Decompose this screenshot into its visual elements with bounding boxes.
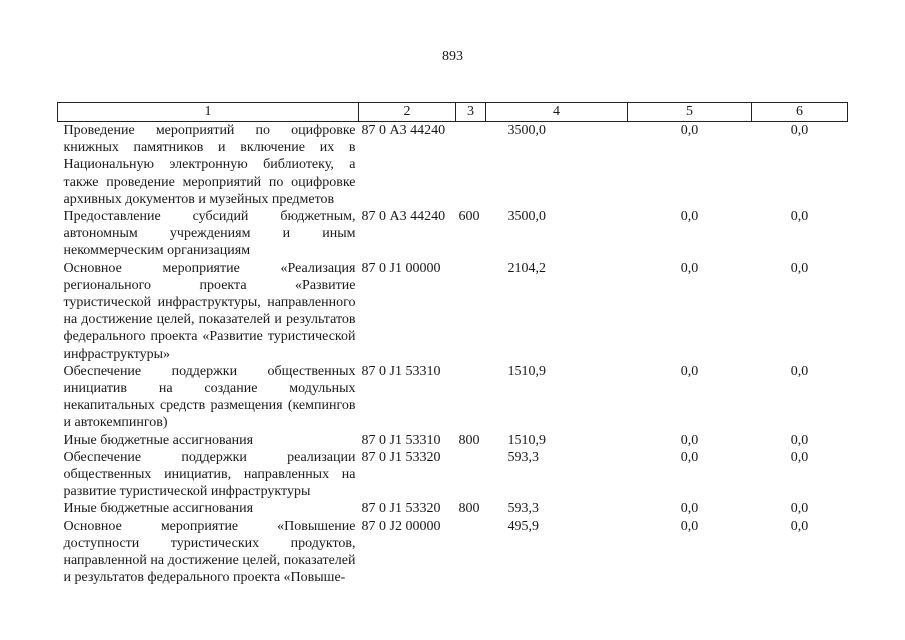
header-row: [58, 103, 848, 122]
row-name: Предоставление субсидий бюджетным, автономным учреждениям и иным некоммерческим организациям: [63, 209, 356, 259]
col-header-3: 3: [456, 103, 486, 122]
row-value-6: 0,0: [790, 363, 809, 379]
row-value-5: 0,0: [680, 432, 699, 448]
col-header-2: 2: [359, 103, 456, 122]
row-value-5: 0,0: [680, 518, 699, 534]
table-row: [58, 518, 848, 587]
table-row: [58, 208, 848, 260]
row-value-5: 0,0: [680, 501, 699, 517]
row-name: Иные бюджетные ассигнования: [63, 432, 254, 448]
row-expense-type: 800: [458, 501, 480, 517]
row-name: Обеспечение поддержки реализации общественных инициатив, направленных на развитие туристической инфраструктуры: [63, 449, 356, 500]
row-value-4: 1510,9: [507, 363, 546, 379]
row-name: Основное мероприятие «Реализация регионального проекта «Развитие туристической инфраструктуры, направленного на достижение целей, показателей и результатов федерального проекта «Развитие туристической инфраструктуры»: [63, 260, 356, 362]
row-name: Основное мероприятие «Повышение доступности туристических продуктов, направленной на достижение целей, показателей и результатов федерального проекта «Повыше-: [63, 518, 356, 586]
row-code: 87 0 А3 44240: [361, 123, 446, 138]
row-code: 87 0 J1 00000: [361, 260, 441, 276]
row-expense-type: [456, 260, 486, 363]
row-code: 87 0 J2 00000: [361, 518, 441, 534]
row-name: Проведение мероприятий по оцифровке книжных памятников и включение их в Национальную электронную библиотеку, а также проведение мероприятий по оцифровке архивных документов и музейных предметов: [63, 123, 356, 207]
row-expense-type: 800: [458, 432, 480, 448]
row-expense-type: 600: [458, 209, 480, 225]
row-code: 87 0 А3 44240: [361, 209, 446, 225]
row-value-6: 0,0: [790, 518, 809, 534]
row-value-4: 3500,0: [507, 123, 546, 138]
row-value-4: 2104,2: [507, 260, 546, 276]
row-code: 87 0 J1 53320: [361, 449, 441, 465]
table-row: [58, 449, 848, 501]
row-name: Обеспечение поддержки общественных инициатив на создание модульных некапитальных средств размещения (кемпингов и автокемпингов): [63, 363, 356, 431]
row-value-4: 1510,9: [507, 432, 546, 448]
row-value-6: 0,0: [790, 123, 809, 138]
row-code: 87 0 J1 53310: [361, 363, 441, 379]
row-code: 87 0 J1 53320: [361, 501, 441, 517]
table-row: [58, 500, 848, 517]
row-value-5: 0,0: [680, 123, 699, 138]
row-expense-type: [456, 122, 486, 209]
row-value-6: 0,0: [790, 209, 809, 225]
row-expense-type: [456, 363, 486, 432]
budget-table: [57, 102, 848, 586]
row-expense-type: [456, 449, 486, 501]
row-value-6: 0,0: [790, 260, 809, 276]
col-header-4: 4: [486, 103, 628, 122]
page-number: 893: [442, 49, 463, 64]
row-expense-type: [456, 518, 486, 587]
col-header-6: 6: [752, 103, 848, 122]
row-value-4: 3500,0: [507, 209, 546, 225]
row-code: 87 0 J1 53310: [361, 432, 441, 448]
row-value-4: 495,9: [507, 518, 539, 534]
row-value-4: 593,3: [507, 501, 539, 517]
row-value-6: 0,0: [790, 449, 809, 465]
col-header-1: 1: [58, 103, 359, 122]
row-value-5: 0,0: [680, 209, 699, 225]
table-row: [58, 260, 848, 363]
row-value-6: 0,0: [790, 501, 809, 517]
col-header-5: 5: [628, 103, 752, 122]
row-value-6: 0,0: [790, 432, 809, 448]
row-name: Иные бюджетные ассигнования: [63, 501, 254, 517]
row-value-5: 0,0: [680, 260, 699, 276]
table-row: [58, 363, 848, 432]
row-value-5: 0,0: [680, 449, 699, 465]
row-value-5: 0,0: [680, 363, 699, 379]
row-value-4: 593,3: [507, 449, 539, 465]
table-row: [58, 432, 848, 449]
table-row: [58, 122, 848, 209]
